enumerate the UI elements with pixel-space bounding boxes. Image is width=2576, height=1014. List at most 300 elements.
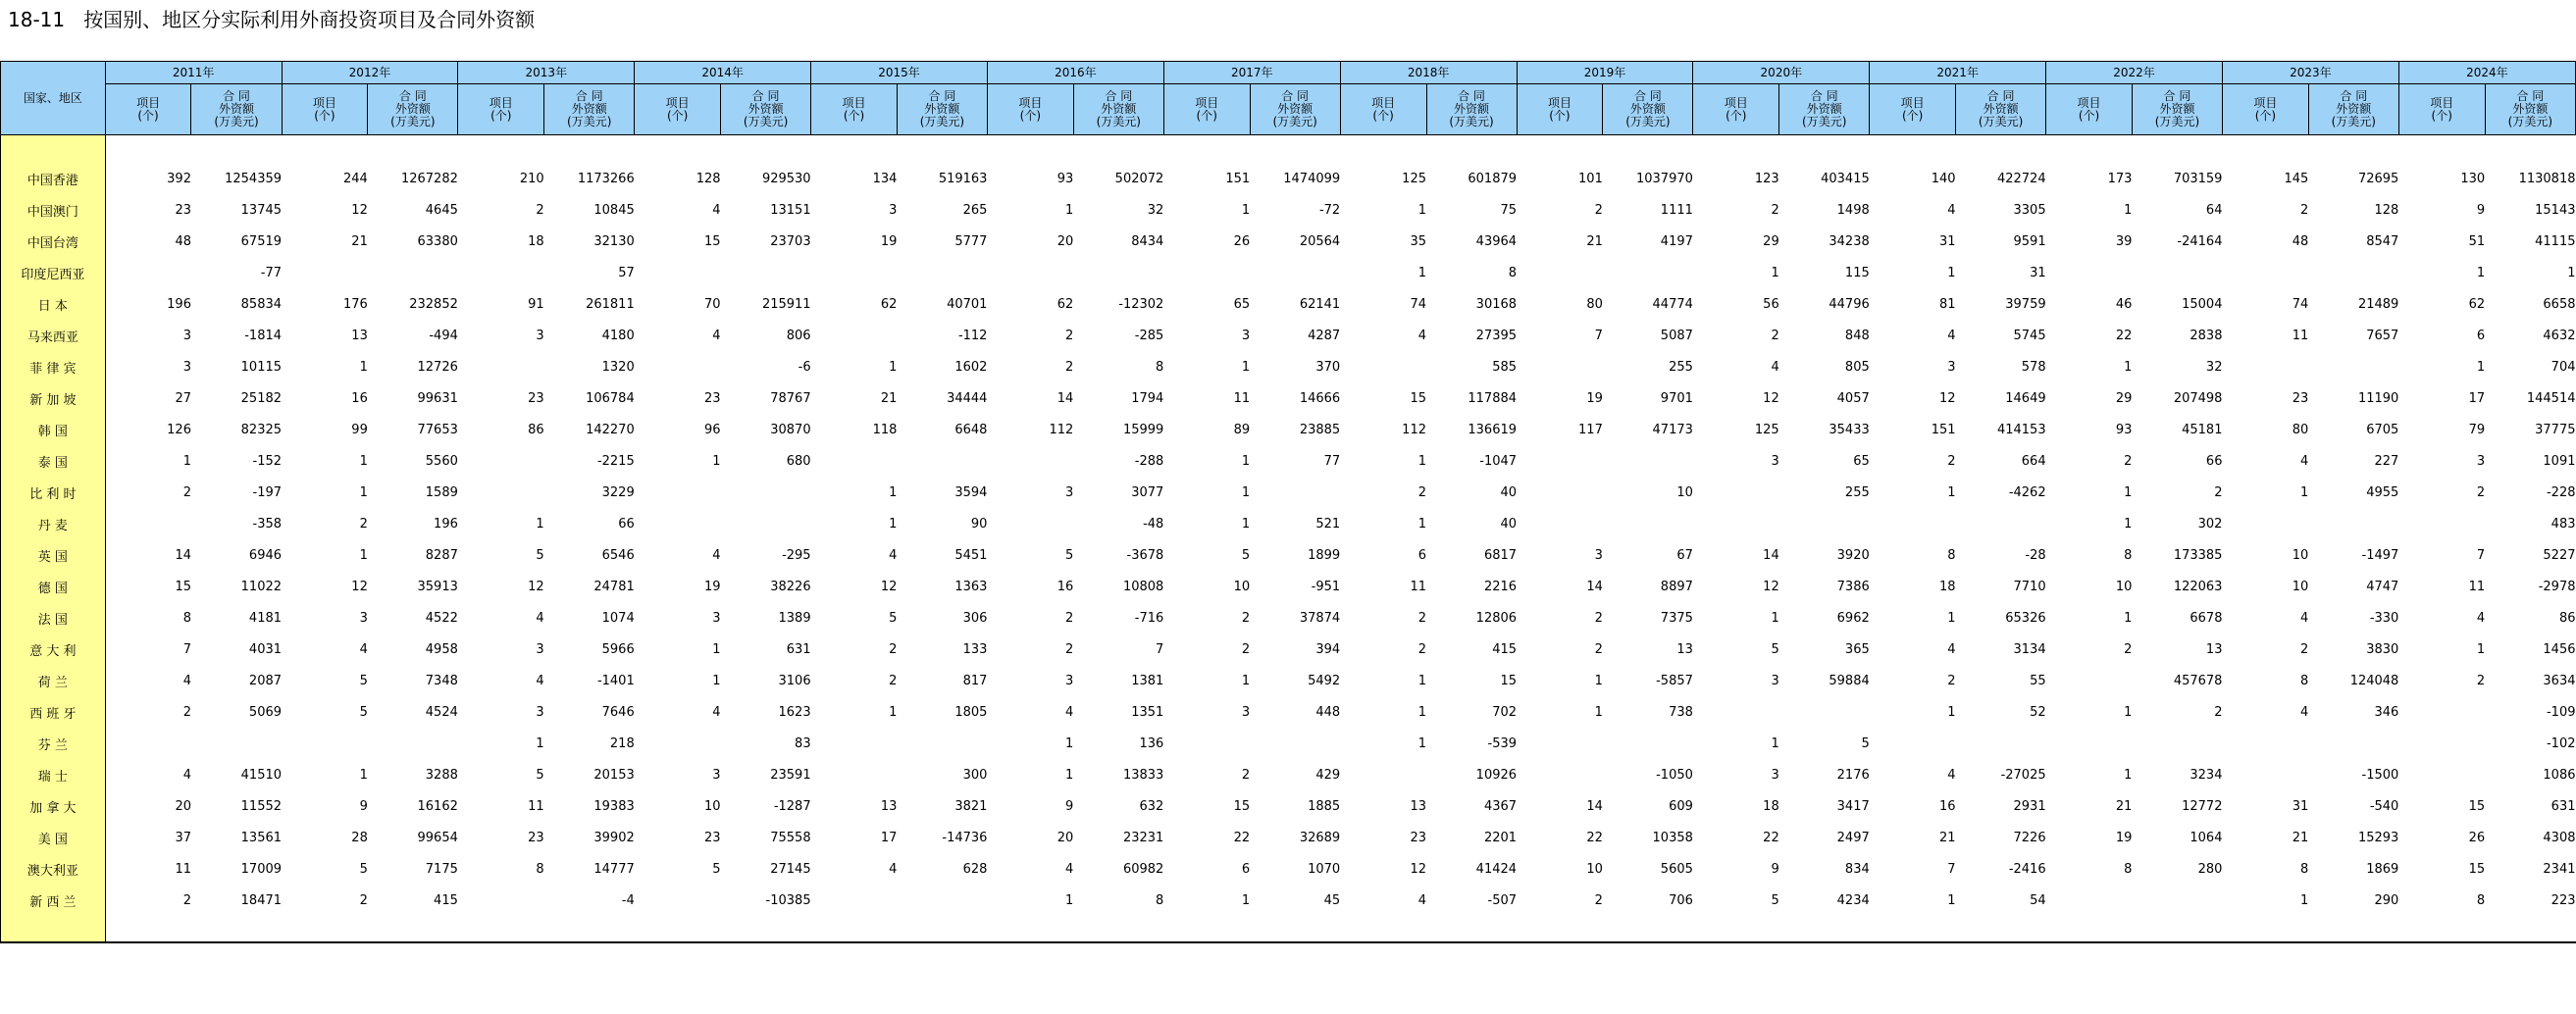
projects-count-cell: 1 bbox=[1417, 453, 1426, 469]
projects-count-cell: 65 bbox=[1233, 296, 1251, 312]
year-header: 2022年 bbox=[2046, 62, 2223, 84]
contract-amount-cell: 60982 bbox=[1122, 861, 1164, 877]
projects-count-cell: 10 bbox=[2115, 579, 2133, 594]
projects-count-cell bbox=[2222, 759, 2308, 790]
empty-cell bbox=[1426, 135, 1517, 164]
projects-count-cell: 5 bbox=[536, 767, 544, 783]
projects-count-cell: 62 bbox=[880, 296, 898, 312]
contract-amount-cell: -3678 bbox=[1126, 547, 1164, 563]
projects-count-cell: 15 bbox=[704, 233, 721, 249]
contract-amount-cell: 10 bbox=[1676, 484, 1693, 500]
projects-count-cell: 96 bbox=[704, 422, 721, 437]
projects-count-cell: 1 bbox=[889, 484, 898, 500]
projects-count-cell: 4 bbox=[1947, 641, 1956, 657]
contract-amount-cell: 2201 bbox=[1483, 830, 1518, 845]
projects-count-cell: 1 bbox=[1065, 735, 1074, 751]
contract-amount-cell: 4524 bbox=[425, 704, 458, 720]
investment-table bbox=[0, 61, 2576, 943]
contract-amount-cell bbox=[368, 257, 458, 288]
contract-amount-cell: 370 bbox=[1315, 359, 1341, 375]
contract-amount-cell: 1623 bbox=[778, 704, 811, 720]
projects-count-cell: 8 bbox=[1947, 547, 1956, 563]
projects-count-cell bbox=[105, 728, 191, 759]
projects-count-cell bbox=[987, 445, 1073, 477]
projects-count-cell: 151 bbox=[1225, 171, 1251, 186]
contract-amount-cell: 8 bbox=[1156, 892, 1164, 908]
projects-count-cell: 17 bbox=[880, 830, 898, 845]
contract-amount-cell: 1794 bbox=[1131, 390, 1164, 406]
projects-count-cell bbox=[987, 508, 1073, 539]
contract-amount-cell: 483 bbox=[2550, 516, 2576, 532]
projects-count-cell: 2 bbox=[1417, 641, 1426, 657]
empty-cell bbox=[2398, 135, 2485, 164]
projects-count-cell bbox=[635, 257, 721, 288]
table-row bbox=[1, 163, 2576, 194]
projects-count-cell: 3 bbox=[712, 610, 721, 626]
contract-amount-cell: 207498 bbox=[2173, 390, 2223, 406]
projects-count-cell: 8 bbox=[2300, 861, 2309, 877]
contract-amount-cell: 13 bbox=[2205, 641, 2223, 657]
contract-amount-cell: 78767 bbox=[770, 390, 811, 406]
projects-count-cell bbox=[1517, 759, 1603, 790]
contract-amount-cell: 6962 bbox=[1836, 610, 1870, 626]
projects-count-cell: 3 bbox=[359, 610, 368, 626]
contract-amount-cell bbox=[1603, 257, 1693, 288]
contract-amount-cell bbox=[368, 728, 458, 759]
projects-count-cell: 2 bbox=[536, 202, 544, 218]
projects-count-cell: 1 bbox=[359, 453, 368, 469]
projects-count-cell: 5 bbox=[1065, 547, 1074, 563]
region-name-cell: 韩 国 bbox=[1, 414, 106, 445]
empty-cell bbox=[1603, 916, 1693, 942]
table-row bbox=[1, 351, 2576, 382]
contract-amount-cell bbox=[2308, 351, 2398, 382]
empty-cell bbox=[721, 135, 811, 164]
projects-count-cell: 1 bbox=[359, 484, 368, 500]
projects-count-cell bbox=[458, 477, 544, 508]
contract-amount-cell: 67519 bbox=[240, 233, 283, 249]
year-header: 2018年 bbox=[1340, 62, 1517, 84]
projects-count-cell bbox=[1870, 508, 1956, 539]
contract-amount-cell: 14666 bbox=[1299, 390, 1341, 406]
projects-count-header: 项目 (个) bbox=[2046, 84, 2133, 135]
projects-count-cell: 1 bbox=[889, 516, 898, 532]
projects-count-cell bbox=[2046, 665, 2133, 696]
contract-amount-cell: 1899 bbox=[1308, 547, 1341, 563]
contract-amount-cell: 8897 bbox=[1660, 579, 1693, 594]
table-title: 18-11 按国别、地区分实际利用外商投资项目及合同外资额 bbox=[8, 8, 536, 31]
contract-amount-cell: -197 bbox=[252, 484, 283, 500]
contract-amount-cell: 39759 bbox=[2005, 296, 2046, 312]
contract-amount-cell: 429 bbox=[1315, 767, 1341, 783]
empty-cell bbox=[1956, 135, 2046, 164]
empty-cell bbox=[2485, 916, 2575, 942]
projects-count-cell: 2 bbox=[1065, 641, 1074, 657]
projects-count-cell bbox=[811, 257, 898, 288]
contract-amount-cell: 7226 bbox=[2013, 830, 2046, 845]
contract-amount-cell: 4181 bbox=[248, 610, 283, 626]
contract-amount-cell: -4262 bbox=[2008, 484, 2046, 500]
contract-amount-cell: 30168 bbox=[1475, 296, 1518, 312]
table-row bbox=[1, 288, 2576, 320]
contract-amount-cell: 44774 bbox=[1652, 296, 1693, 312]
projects-count-cell: 125 bbox=[1402, 171, 1426, 186]
region-name-cell: 泰 国 bbox=[1, 445, 106, 477]
contract-amount-cell: 75 bbox=[1500, 202, 1518, 218]
contract-amount-cell: 11190 bbox=[2357, 390, 2399, 406]
contract-amount-cell: 65326 bbox=[2005, 610, 2046, 626]
contract-amount-cell: 448 bbox=[1315, 704, 1341, 720]
contract-amount-cell: 5069 bbox=[248, 704, 283, 720]
projects-count-cell: 7 bbox=[2476, 547, 2486, 563]
projects-count-cell: 10 bbox=[2292, 579, 2309, 594]
projects-count-cell: 19 bbox=[2115, 830, 2133, 845]
contract-amount-cell: 4234 bbox=[1836, 892, 1870, 908]
projects-count-cell: 74 bbox=[1410, 296, 1426, 312]
projects-count-cell: 16 bbox=[1056, 579, 1074, 594]
contract-amount-cell: -28 bbox=[2025, 547, 2046, 563]
projects-count-cell: 1 bbox=[1594, 673, 1603, 688]
projects-count-cell bbox=[1163, 257, 1250, 288]
contract-amount-cell: 13745 bbox=[240, 202, 283, 218]
region-cell bbox=[1, 916, 106, 942]
projects-count-cell: 1 bbox=[1241, 892, 1251, 908]
contract-amount-cell: 17009 bbox=[240, 861, 283, 877]
projects-count-cell: 123 bbox=[1754, 171, 1779, 186]
projects-count-cell: 16 bbox=[1939, 798, 1956, 814]
contract-amount-cell: 1064 bbox=[2190, 830, 2223, 845]
projects-count-cell: 1 bbox=[1771, 265, 1779, 280]
contract-amount-cell: 664 bbox=[2021, 453, 2046, 469]
projects-count-cell: 1 bbox=[1771, 610, 1779, 626]
projects-count-cell: 3 bbox=[712, 767, 721, 783]
projects-count-cell: 74 bbox=[2292, 296, 2309, 312]
contract-amount-cell: 34238 bbox=[1829, 233, 1870, 249]
contract-amount-cell: 136 bbox=[1139, 735, 1164, 751]
empty-cell bbox=[1603, 135, 1693, 164]
contract-amount-header: 合 同 外资额 (万美元) bbox=[368, 84, 458, 135]
projects-count-cell: 37 bbox=[175, 830, 191, 845]
projects-count-cell: 23 bbox=[704, 830, 721, 845]
contract-amount-cell: 519163 bbox=[938, 171, 988, 186]
contract-amount-cell: 40 bbox=[1500, 516, 1518, 532]
region-name-cell: 意 大 利 bbox=[1, 634, 106, 665]
projects-count-cell: 1 bbox=[1065, 892, 1074, 908]
contract-amount-cell: 34444 bbox=[947, 390, 988, 406]
projects-count-cell bbox=[1517, 508, 1603, 539]
projects-count-cell: 1 bbox=[2124, 359, 2133, 375]
projects-count-cell bbox=[1693, 508, 1779, 539]
projects-count-cell: 1 bbox=[359, 767, 368, 783]
projects-count-cell: 1 bbox=[2476, 641, 2486, 657]
contract-amount-cell: 1070 bbox=[1308, 861, 1341, 877]
year-header: 2017年 bbox=[1163, 62, 1340, 84]
contract-amount-cell: 6658 bbox=[2543, 296, 2576, 312]
contract-amount-cell: 13833 bbox=[1122, 767, 1164, 783]
contract-amount-cell: -358 bbox=[252, 516, 283, 532]
contract-amount-cell: 24781 bbox=[593, 579, 635, 594]
contract-amount-cell: 3821 bbox=[954, 798, 988, 814]
projects-count-cell: 8 bbox=[2124, 547, 2133, 563]
contract-amount-cell: 47173 bbox=[1652, 422, 1693, 437]
projects-count-cell: 23 bbox=[1410, 830, 1426, 845]
contract-amount-cell: 106784 bbox=[586, 390, 635, 406]
projects-count-cell: 9 bbox=[1065, 798, 1074, 814]
spacer-row bbox=[1, 135, 2576, 164]
empty-cell bbox=[2485, 135, 2575, 164]
projects-count-cell: 2 bbox=[2124, 641, 2133, 657]
contract-amount-cell: 415 bbox=[434, 892, 458, 908]
contract-amount-cell bbox=[1779, 696, 1870, 728]
empty-cell bbox=[897, 916, 987, 942]
empty-cell bbox=[544, 916, 635, 942]
projects-count-cell: 1 bbox=[2300, 484, 2309, 500]
projects-count-cell: 1 bbox=[1241, 453, 1251, 469]
contract-amount-cell bbox=[1779, 508, 1870, 539]
contract-amount-cell: 302 bbox=[2197, 516, 2223, 532]
contract-amount-cell: 31 bbox=[2030, 265, 2046, 280]
projects-count-cell: 2 bbox=[1417, 484, 1426, 500]
empty-cell bbox=[635, 135, 721, 164]
projects-count-cell: 9 bbox=[2476, 202, 2486, 218]
empty-cell bbox=[368, 916, 458, 942]
contract-amount-cell: 3634 bbox=[2543, 673, 2576, 688]
projects-count-cell: 26 bbox=[1233, 233, 1251, 249]
projects-count-cell bbox=[1517, 445, 1603, 477]
contract-amount-cell: 117884 bbox=[1468, 390, 1518, 406]
projects-count-cell: 10 bbox=[1586, 861, 1603, 877]
region-name-cell: 西 班 牙 bbox=[1, 696, 106, 728]
contract-amount-cell: 1351 bbox=[1131, 704, 1164, 720]
projects-count-cell: 2 bbox=[1417, 610, 1426, 626]
projects-count-cell: 1 bbox=[2124, 516, 2133, 532]
contract-amount-cell: 41115 bbox=[2535, 233, 2576, 249]
projects-count-header: 项目 (个) bbox=[1517, 84, 1603, 135]
contract-amount-header: 合 同 外资额 (万美元) bbox=[1779, 84, 1870, 135]
table-row bbox=[1, 885, 2576, 916]
contract-amount-cell: 1037970 bbox=[1635, 171, 1693, 186]
projects-count-cell: 80 bbox=[1586, 296, 1603, 312]
empty-cell bbox=[191, 135, 282, 164]
region-name-cell: 马来西亚 bbox=[1, 320, 106, 351]
projects-count-header: 项目 (个) bbox=[1163, 84, 1250, 135]
contract-amount-cell: 3417 bbox=[1836, 798, 1870, 814]
projects-count-cell: 4 bbox=[1771, 359, 1779, 375]
projects-count-cell: 14 bbox=[1586, 798, 1603, 814]
projects-count-cell: 15 bbox=[1410, 390, 1426, 406]
contract-amount-cell: 173385 bbox=[2173, 547, 2223, 563]
projects-count-cell: 20 bbox=[175, 798, 191, 814]
projects-count-cell: 11 bbox=[175, 861, 191, 877]
empty-cell bbox=[987, 135, 1073, 164]
contract-amount-cell: -539 bbox=[1487, 735, 1518, 751]
region-name-cell: 芬 兰 bbox=[1, 728, 106, 759]
contract-amount-cell bbox=[1956, 508, 2046, 539]
contract-amount-cell: 5451 bbox=[954, 547, 988, 563]
projects-count-cell: 2 bbox=[182, 892, 191, 908]
contract-amount-cell: -12302 bbox=[1118, 296, 1164, 312]
projects-count-cell: 12 bbox=[351, 579, 368, 594]
projects-count-cell bbox=[2398, 696, 2485, 728]
projects-count-cell: 4 bbox=[182, 767, 191, 783]
contract-amount-cell bbox=[721, 257, 811, 288]
contract-amount-cell: 40701 bbox=[947, 296, 988, 312]
contract-amount-cell: 67 bbox=[1676, 547, 1693, 563]
contract-amount-cell: 8547 bbox=[2366, 233, 2399, 249]
data-sheet[interactable] bbox=[0, 61, 2576, 951]
empty-cell bbox=[2398, 916, 2485, 942]
projects-count-cell bbox=[458, 445, 544, 477]
projects-count-cell: 5 bbox=[1241, 547, 1251, 563]
projects-count-cell bbox=[2398, 759, 2485, 790]
contract-amount-cell: 632 bbox=[1139, 798, 1164, 814]
contract-amount-cell: 15999 bbox=[1122, 422, 1164, 437]
empty-cell bbox=[1870, 135, 1956, 164]
contract-amount-cell: -951 bbox=[1311, 579, 1341, 594]
contract-amount-cell: 702 bbox=[1492, 704, 1518, 720]
projects-count-cell: 1 bbox=[1065, 767, 1074, 783]
table-row bbox=[1, 226, 2576, 257]
contract-amount-cell: 704 bbox=[2550, 359, 2576, 375]
projects-count-cell: 4 bbox=[2300, 453, 2309, 469]
table-row bbox=[1, 665, 2576, 696]
projects-count-cell: 5 bbox=[889, 610, 898, 626]
contract-amount-cell: 8287 bbox=[425, 547, 458, 563]
contract-amount-cell bbox=[1603, 728, 1693, 759]
contract-amount-cell: 37874 bbox=[1299, 610, 1341, 626]
contract-amount-cell: 115 bbox=[1844, 265, 1870, 280]
contract-amount-cell: 144514 bbox=[2526, 390, 2576, 406]
contract-amount-cell: 12772 bbox=[2182, 798, 2223, 814]
contract-amount-cell: 5777 bbox=[954, 233, 988, 249]
contract-amount-cell: 1254359 bbox=[225, 171, 283, 186]
contract-amount-cell: -1287 bbox=[773, 798, 811, 814]
projects-count-cell: 3 bbox=[536, 704, 544, 720]
contract-amount-cell: 3229 bbox=[601, 484, 635, 500]
projects-count-cell: 4 bbox=[536, 610, 544, 626]
table-row bbox=[1, 477, 2576, 508]
projects-count-cell: 10 bbox=[1233, 579, 1251, 594]
projects-count-cell: 2 bbox=[889, 673, 898, 688]
projects-count-cell: 2 bbox=[182, 484, 191, 500]
projects-count-cell: 4 bbox=[536, 673, 544, 688]
projects-count-cell: 2 bbox=[1594, 892, 1603, 908]
year-header: 2023年 bbox=[2222, 62, 2398, 84]
contract-amount-cell: 502072 bbox=[1114, 171, 1164, 186]
projects-count-cell bbox=[2046, 885, 2133, 916]
projects-count-cell: 1 bbox=[2124, 767, 2133, 783]
table-end-row bbox=[1, 916, 2576, 942]
empty-cell bbox=[811, 916, 898, 942]
empty-cell bbox=[1517, 135, 1603, 164]
contract-amount-cell: -228 bbox=[2546, 484, 2576, 500]
projects-count-cell: 99 bbox=[351, 422, 368, 437]
projects-count-cell: 3 bbox=[1065, 484, 1074, 500]
contract-amount-cell: 4958 bbox=[425, 641, 458, 657]
region-name-cell: 澳大利亚 bbox=[1, 853, 106, 885]
region-name-cell: 加 拿 大 bbox=[1, 790, 106, 822]
projects-count-cell: 101 bbox=[1578, 171, 1603, 186]
contract-amount-cell: 122063 bbox=[2173, 579, 2223, 594]
contract-amount-cell: 4955 bbox=[2366, 484, 2399, 500]
contract-amount-cell: 7375 bbox=[1660, 610, 1693, 626]
contract-amount-cell: 403415 bbox=[1821, 171, 1870, 186]
contract-amount-cell: -5857 bbox=[1656, 673, 1693, 688]
projects-count-cell: 8 bbox=[182, 610, 191, 626]
projects-count-cell: 8 bbox=[2124, 861, 2133, 877]
projects-count-cell: 1 bbox=[359, 359, 368, 375]
contract-amount-cell: 4632 bbox=[2543, 328, 2576, 343]
projects-count-cell: 9 bbox=[359, 798, 368, 814]
projects-count-cell: 3 bbox=[1241, 704, 1251, 720]
projects-count-cell: 5 bbox=[1771, 641, 1779, 657]
contract-amount-cell: 10926 bbox=[1475, 767, 1518, 783]
contract-amount-cell: 848 bbox=[1844, 328, 1870, 343]
contract-amount-cell: 7348 bbox=[425, 673, 458, 688]
projects-count-cell: 35 bbox=[1410, 233, 1426, 249]
contract-amount-cell: 3106 bbox=[778, 673, 811, 688]
contract-amount-header: 合 同 外资额 (万美元) bbox=[897, 84, 987, 135]
projects-count-cell: 7 bbox=[182, 641, 191, 657]
contract-amount-cell: 5966 bbox=[601, 641, 635, 657]
contract-amount-header: 合 同 外资额 (万美元) bbox=[544, 84, 635, 135]
contract-amount-cell: -1050 bbox=[1656, 767, 1693, 783]
table-row bbox=[1, 445, 2576, 477]
contract-amount-cell: 6648 bbox=[954, 422, 988, 437]
projects-count-cell: 16 bbox=[351, 390, 368, 406]
projects-count-cell: 7 bbox=[1594, 328, 1603, 343]
contract-amount-cell: 3830 bbox=[2366, 641, 2399, 657]
contract-amount-cell: 66 bbox=[618, 516, 635, 532]
contract-amount-cell: -77 bbox=[260, 265, 283, 280]
contract-amount-cell: 65 bbox=[1853, 453, 1870, 469]
contract-amount-cell: 133 bbox=[962, 641, 988, 657]
projects-count-cell: 4 bbox=[182, 673, 191, 688]
contract-amount-cell: 738 bbox=[1669, 704, 1693, 720]
region-name-cell: 菲 律 宾 bbox=[1, 351, 106, 382]
contract-amount-cell: 306 bbox=[962, 610, 988, 626]
contract-amount-cell: 601879 bbox=[1468, 171, 1518, 186]
projects-count-cell: 15 bbox=[2468, 861, 2486, 877]
contract-amount-cell: 4197 bbox=[1660, 233, 1693, 249]
contract-amount-cell: 834 bbox=[1844, 861, 1870, 877]
projects-count-cell: 15 bbox=[2468, 798, 2486, 814]
region-name-cell: 美 国 bbox=[1, 822, 106, 853]
projects-count-cell: 1 bbox=[1241, 484, 1251, 500]
contract-amount-cell: 585 bbox=[1492, 359, 1518, 375]
contract-amount-cell: 223 bbox=[2550, 892, 2576, 908]
projects-count-cell: 23 bbox=[704, 390, 721, 406]
year-header: 2019年 bbox=[1517, 62, 1693, 84]
contract-amount-cell: 2087 bbox=[248, 673, 283, 688]
contract-amount-cell: 13561 bbox=[240, 830, 283, 845]
contract-amount-cell: 52 bbox=[2030, 704, 2046, 720]
projects-count-cell: 210 bbox=[519, 171, 544, 186]
projects-count-cell: 2 bbox=[2300, 202, 2309, 218]
contract-amount-cell: 12806 bbox=[1475, 610, 1518, 626]
projects-count-cell: 22 bbox=[2115, 328, 2133, 343]
projects-count-cell bbox=[635, 508, 721, 539]
projects-count-cell: 1 bbox=[2124, 202, 2133, 218]
contract-amount-cell: 16162 bbox=[417, 798, 458, 814]
region-name-cell: 法 国 bbox=[1, 602, 106, 634]
projects-count-cell: 3 bbox=[1947, 359, 1956, 375]
contract-amount-cell: 27145 bbox=[770, 861, 811, 877]
contract-amount-header: 合 同 外资额 (万美元) bbox=[1073, 84, 1163, 135]
empty-cell bbox=[282, 916, 368, 942]
projects-count-cell: 4 bbox=[712, 704, 721, 720]
projects-count-cell: 22 bbox=[1233, 830, 1251, 845]
